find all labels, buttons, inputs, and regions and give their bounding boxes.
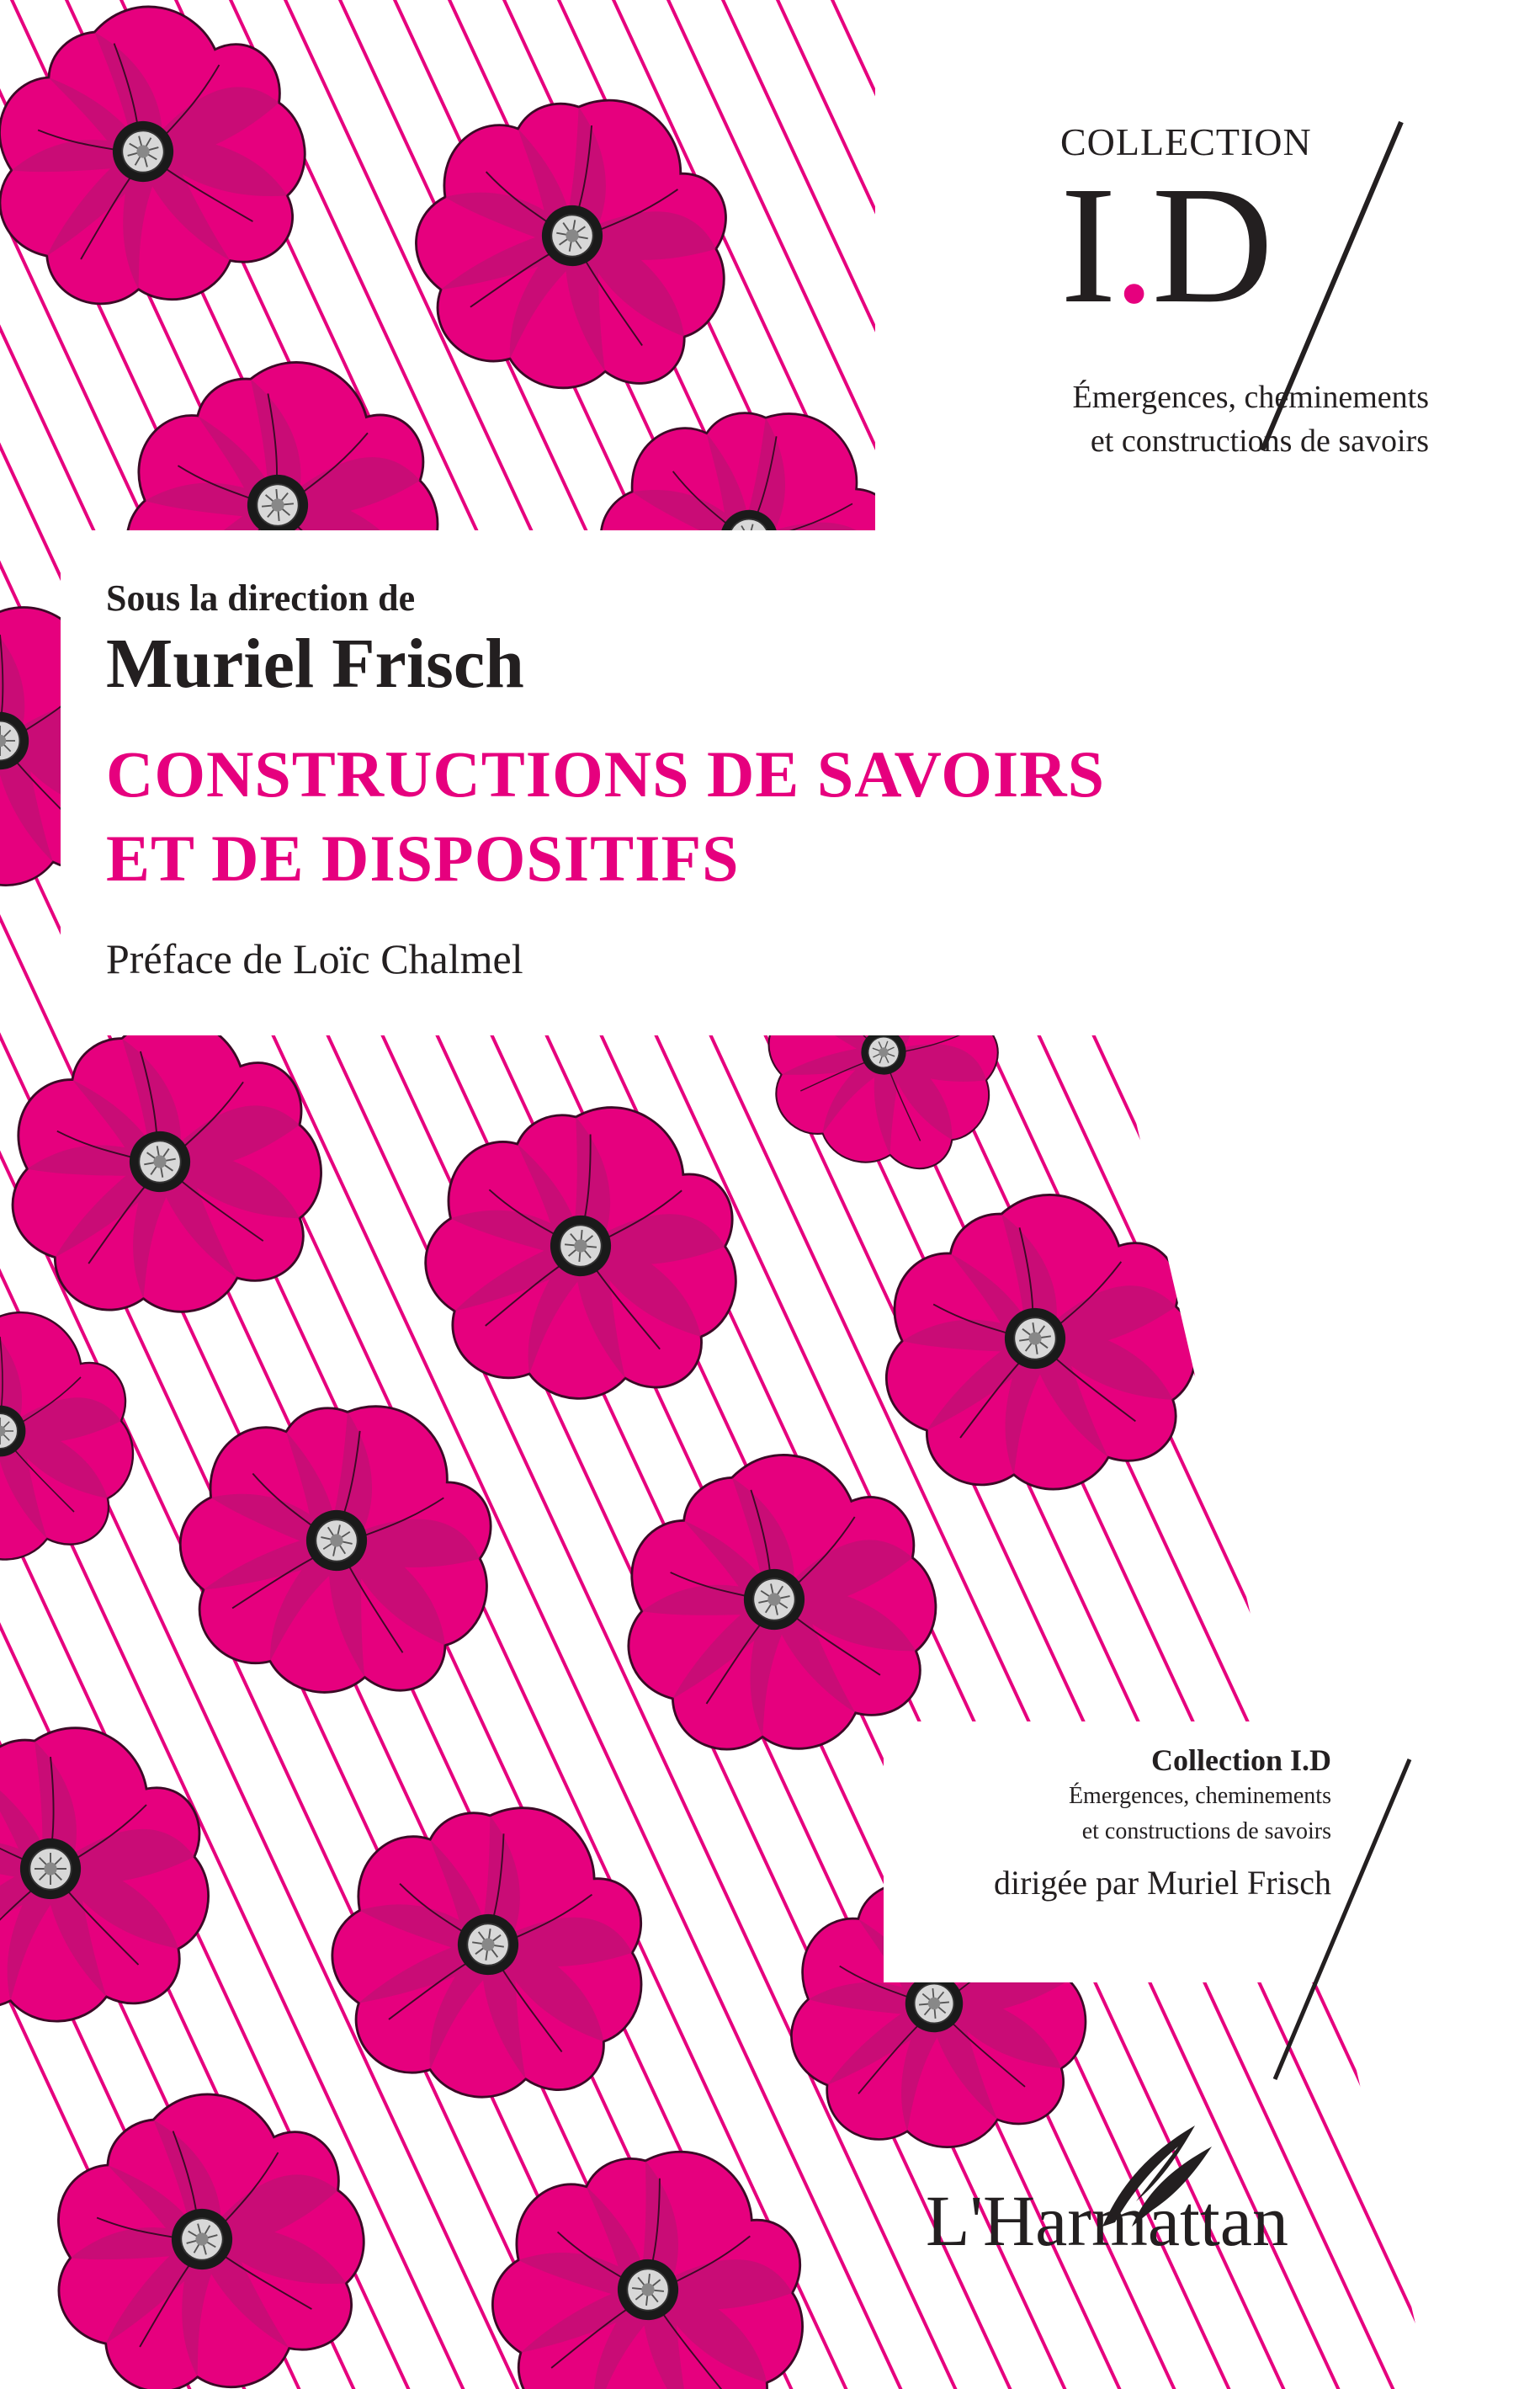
series-director: dirigée par Muriel Frisch [994,1864,1331,1902]
series-box-name: Collection I.D [1151,1743,1331,1777]
preface-credit: Préface de Loïc Chalmel [106,935,523,982]
series-box-subtitle-line-2: et constructions de savoirs [1081,1818,1331,1844]
slash-icon [1254,1751,1422,2088]
logo-dot: . [1113,152,1152,338]
series-box-subtitle-line-1: Émergences, cheminements [1068,1783,1331,1809]
editor-name: Muriel Frisch [106,625,524,703]
publisher-name: L'Harmattan [926,2180,1288,2261]
series-subtitle-line-1: Émergences, cheminements [1072,380,1429,415]
collection-label: COLLECTION [1060,120,1312,163]
collection-logo-block [1010,109,1481,480]
logo-letter-d: D [1151,152,1271,338]
publisher-logo [926,2121,1397,2290]
book-title-line-2: ET DE DISPOSITIFS [106,822,740,895]
direction-label: Sous la direction de [106,577,416,619]
series-subtitle-line-2: et constructions de savoirs [1090,423,1429,459]
title-band [61,530,1540,1019]
book-title-line-1: CONSTRUCTIONS DE SAVOIRS [106,737,1105,811]
logo-letter-i: I [1060,152,1113,338]
